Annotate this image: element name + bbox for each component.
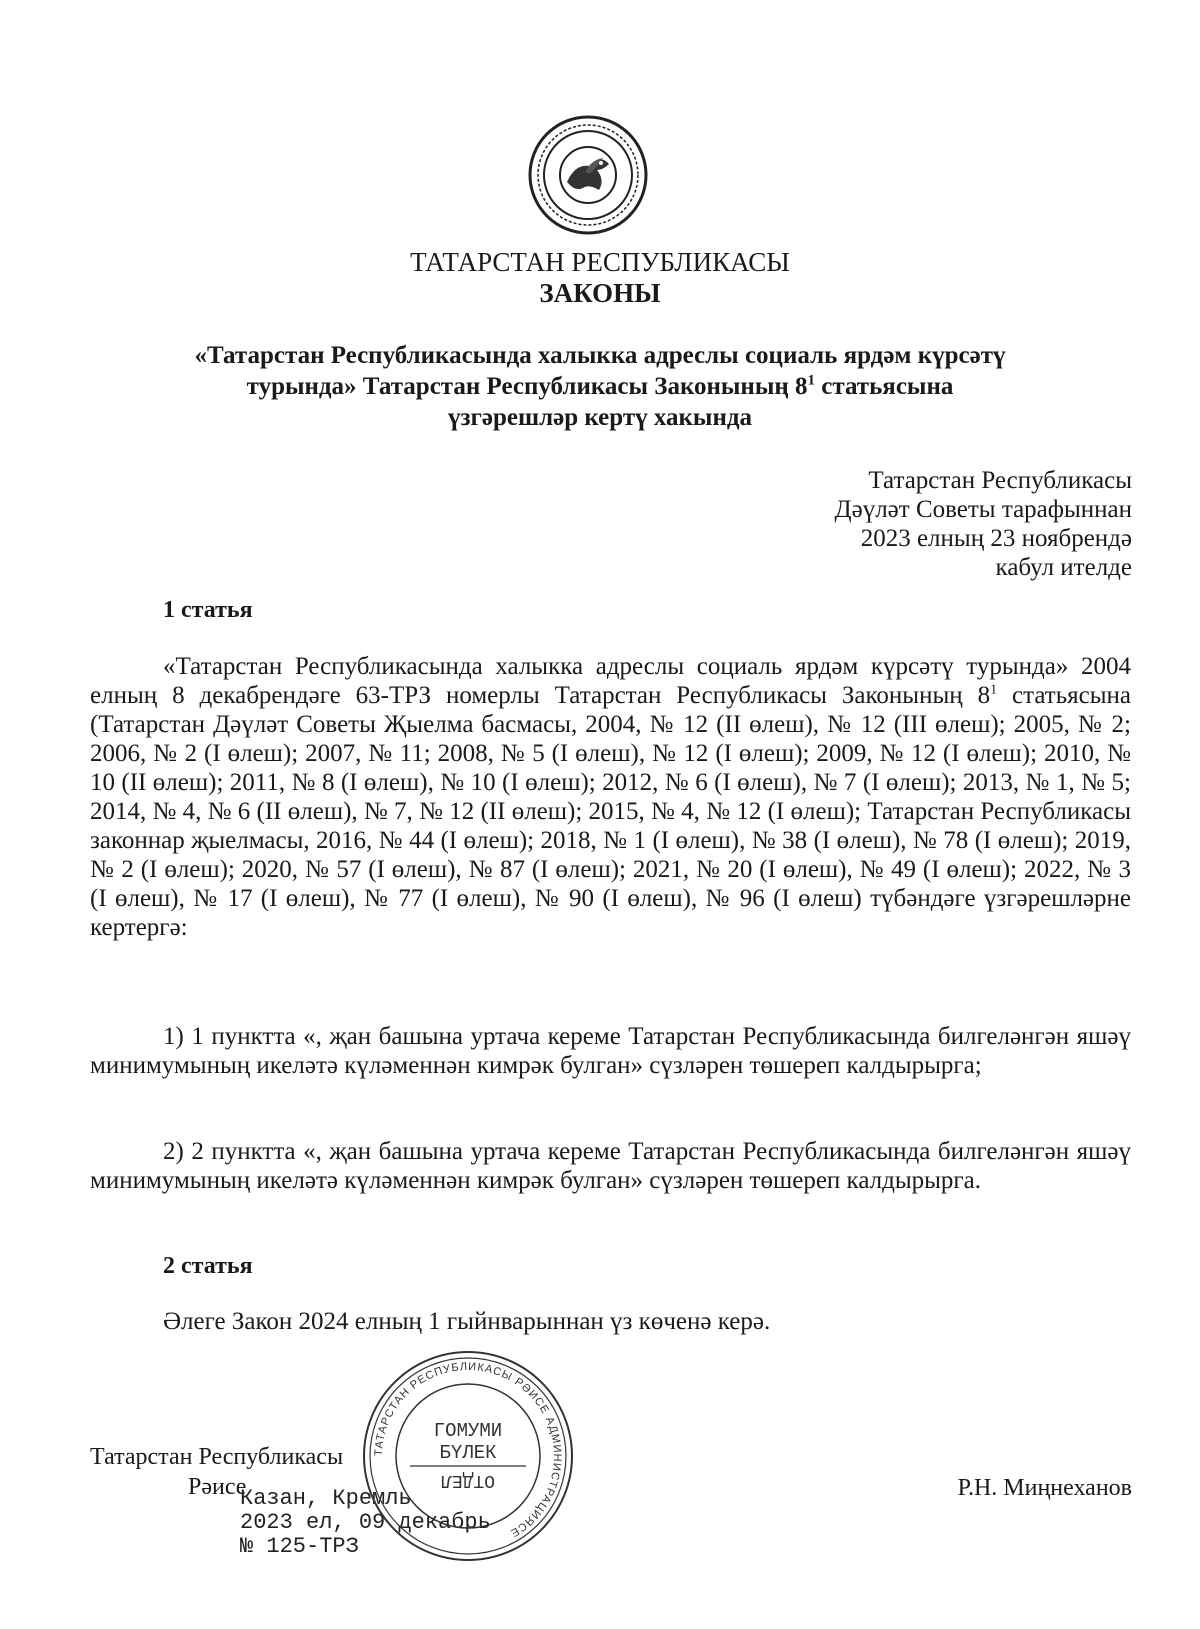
place-line: Казан, Кремль	[240, 1486, 412, 1511]
law-title	[100, 340, 1100, 433]
adoption-date: 2023 елның 23 ноябрендә	[860, 525, 1132, 552]
stamp-center-line-3: ОТДЕЛ	[440, 1470, 496, 1490]
article-1-item-2: 2) 2 пунктта «, җан башына уртача кереме Татарстан Республикасында билгеләнгән яшәү минимумының икеләтә күләменнән кимрәк булган» сүзләрен төшереп калдырырга.	[90, 1138, 1131, 1194]
article-1-item-1: 1) 1 пунктта «, җан башына уртача кереме Татарстан Республикасында билгеләнгән яшәү минимумының икеләтә күләменнән кимрәк булган» сүзләрен төшереп калдырырга;	[90, 1023, 1131, 1079]
law-title-line-1: «Татарстан Республикасында халыкка адреслы социаль ярдәм күрсәтү	[194, 342, 1006, 369]
coat-of-arms-emblem-icon	[527, 114, 649, 236]
law-title-line-2: турында» Татарстан Республикасы Законының $8^1$ статьясына	[246, 372, 954, 400]
stamp-center-line-1: ГОМУМИ	[433, 1420, 503, 1442]
signatory-role: Рәисе	[188, 1474, 247, 1500]
stamp-seal	[358, 1346, 578, 1566]
adoption-line: кабул ителде	[995, 554, 1132, 581]
republic-heading: ТАТАРСТАН РЕСПУБЛИКАСЫ	[410, 247, 790, 277]
article-1-intro: «Татарстан Республикасында халыкка адреслы социаль ярдәм күрсәтү турында» 2004 елның 8 декабрендәге 63-ТРЗ номерлы Татарстан Республикасы Законының $8^1$ статьясына (Татарстан Дәүләт Советы Җыелма басмасы, 2004, № 12 (II өлеш), № 12 (III өлеш); 2005, № 2; 2006, № 2 (I өлеш); 2007, № 11; 2008, № 5 (I өлеш), № 12 (I өлеш); 2009, № 12 (I өлеш); 2010, № 10 (II өлеш); 2011, № 8 (I өлеш), № 10 (I өлеш); 2012, № 6 (I өлеш), № 7 (I өлеш); 2013, № 1, № 5; 2014, № 4, № 6 (II өлеш), № 7, № 12 (II өлеш); 2015, № 4, № 12 (I өлеш); Татарстан Республикасы законнар җыелмасы, 2016, № 44 (I өлеш); 2018, № 1 (I өлеш), № 38 (I өлеш), № 78 (I өлеш); 2019, № 2 (I өлеш); 2020, № 57 (I өлеш), № 87 (I өлеш); 2021, № 20 (I өлеш), № 49 (I өлеш); 2022, № 3 (I өлеш), № 17 (I өлеш), № 77 (I өлеш), № 90 (I өлеш), № 96 (I өлеш) түбәндәге үзгәрешләрне кертергә:	[90, 653, 1131, 941]
stamp-center-line-2: БҮЛЕК	[439, 1442, 497, 1464]
adoption-line: Татарстан Республикасы	[868, 467, 1132, 494]
adoption-line: Дәүләт Советы тарафыннан	[834, 496, 1132, 523]
article-1-heading: 1 статья	[163, 597, 253, 623]
date-line: 2023 ел, 09 декабрь	[240, 1510, 491, 1535]
law-number: № 125-ТРЗ	[240, 1534, 359, 1559]
article-2-heading: 2 статья	[163, 1253, 253, 1279]
doc-type-heading: ЗАКОНЫ	[539, 278, 661, 308]
stamp-ring-text: ТАТАРСТАН РЕСПУБЛИКАСЫ РӘИСЕ АДМИНИСТРАЦИЯСЕ	[372, 1360, 564, 1540]
article-2-text: Әлеге Закон 2024 елның 1 гыйнварыннан үз көченә керә.	[163, 1308, 771, 1335]
signatory-line: Татарстан Республикасы	[90, 1444, 344, 1470]
signatory-name: Р.Н. Миңнеханов	[957, 1475, 1132, 1501]
law-title-line-3: үзгәрешләр кертү хакында	[447, 404, 752, 431]
adoption-block	[835, 466, 1132, 582]
